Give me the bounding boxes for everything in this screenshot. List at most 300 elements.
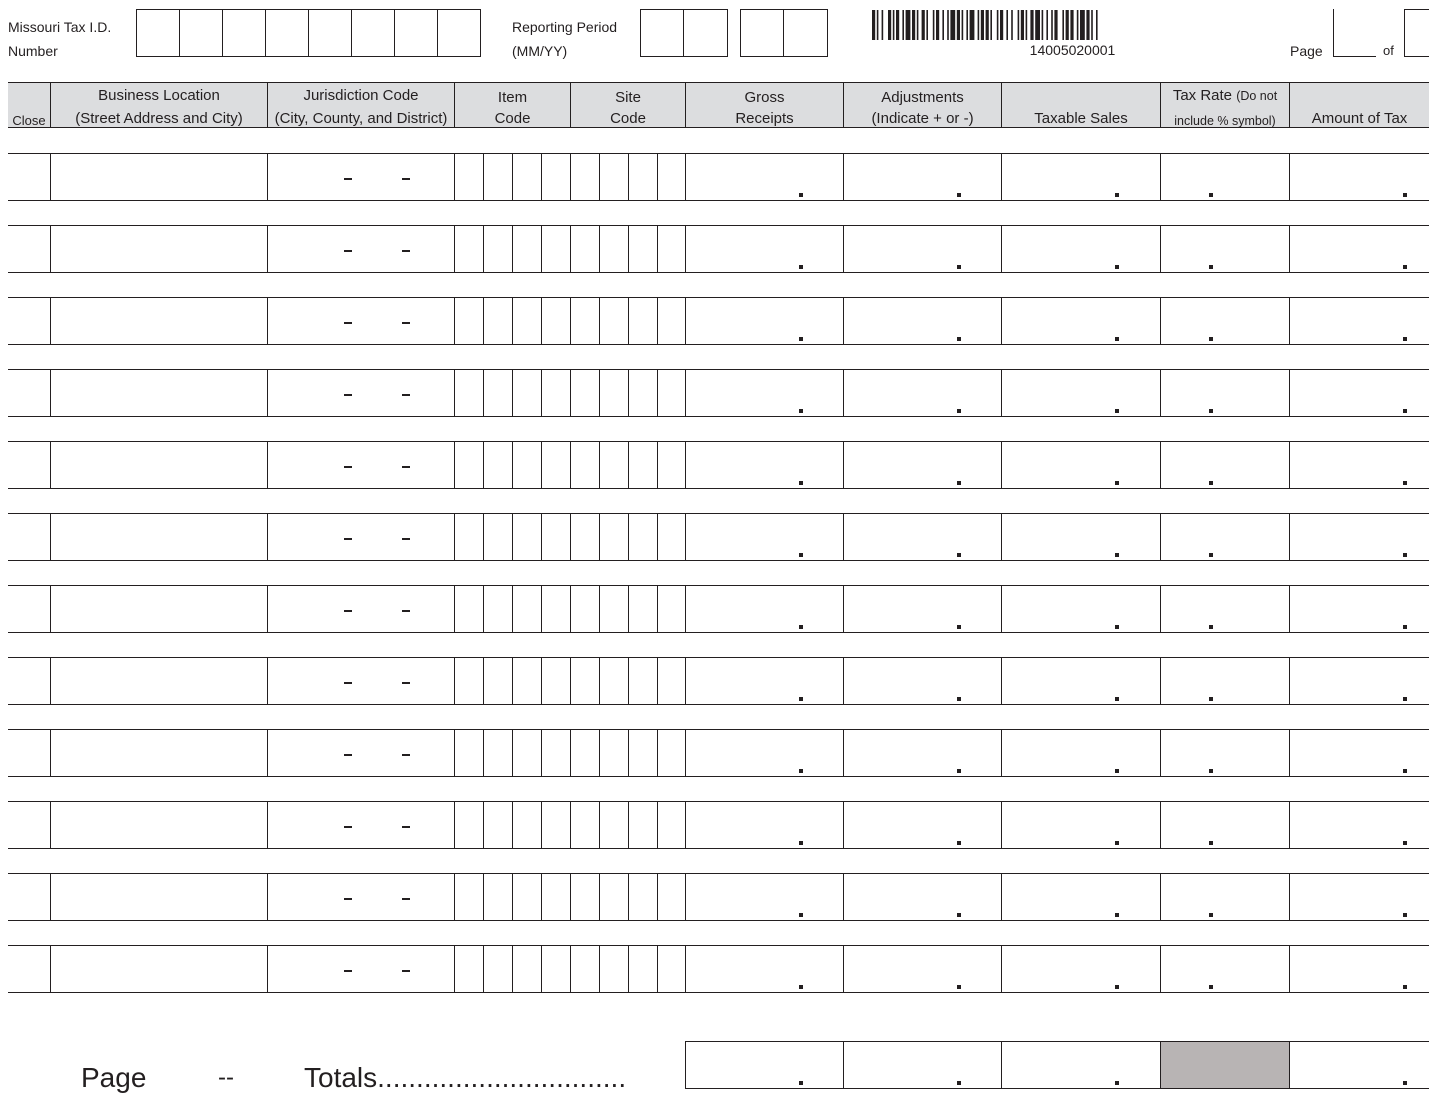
page-number-input[interactable] [1333, 9, 1376, 57]
page-total-input[interactable] [1404, 9, 1429, 57]
jurisdiction-dash [344, 466, 352, 468]
gross-receipts-field[interactable] [685, 802, 843, 848]
decimal-point [957, 985, 961, 989]
amount-of-tax-field[interactable] [1289, 730, 1429, 776]
barcode-bar [1077, 10, 1079, 40]
page-label: Page [1290, 43, 1323, 59]
total-amount-of-tax-field[interactable] [1289, 1042, 1429, 1088]
item-code-digit[interactable] [512, 226, 541, 272]
site-code-digit[interactable] [628, 442, 657, 488]
adjustments-field[interactable] [843, 370, 1001, 416]
amount-of-tax-field[interactable] [1289, 514, 1429, 560]
close-checkbox[interactable] [8, 370, 50, 416]
tax-id-digit[interactable] [437, 9, 481, 57]
item-code-digit[interactable] [454, 730, 483, 776]
item-code-digit[interactable] [483, 946, 512, 992]
amount-of-tax-field[interactable] [1289, 370, 1429, 416]
close-checkbox[interactable] [8, 298, 50, 344]
site-code-digit[interactable] [599, 874, 628, 920]
jurisdiction-dash [402, 826, 410, 828]
decimal-point [799, 913, 803, 917]
jurisdiction-dash [344, 538, 352, 540]
jurisdiction-code-field[interactable] [267, 658, 454, 704]
tax-rate-field[interactable] [1160, 298, 1289, 344]
adjustments-field[interactable] [843, 802, 1001, 848]
item-code-digit[interactable] [454, 586, 483, 632]
item-code-digit[interactable] [483, 298, 512, 344]
decimal-point [799, 193, 803, 197]
decimal-point [1115, 625, 1119, 629]
business-location-field[interactable] [50, 946, 267, 992]
jurisdiction-dash [402, 970, 410, 972]
tax-rate-field[interactable] [1160, 802, 1289, 848]
tax-id-input[interactable] [136, 9, 483, 57]
site-code-digit[interactable] [570, 226, 599, 272]
jurisdiction-code-field[interactable] [267, 298, 454, 344]
decimal-point [1403, 409, 1407, 413]
item-code-digit[interactable] [454, 874, 483, 920]
site-code-digit[interactable] [570, 946, 599, 992]
site-code-digit[interactable] [599, 586, 628, 632]
total-adjustments-field[interactable] [843, 1042, 1001, 1088]
item-code-digit[interactable] [541, 586, 570, 632]
gross-receipts-field[interactable] [685, 298, 843, 344]
decimal-point [957, 409, 961, 413]
adjustments-field[interactable] [843, 442, 1001, 488]
tax-rate-field[interactable] [1160, 946, 1289, 992]
taxable-sales-field[interactable] [1001, 442, 1160, 488]
site-code-digit[interactable] [599, 730, 628, 776]
close-checkbox[interactable] [8, 946, 50, 992]
gross-receipts-field[interactable] [685, 154, 843, 200]
site-code-digit[interactable] [657, 298, 686, 344]
decimal-point [1115, 769, 1119, 773]
item-code-digit[interactable] [454, 226, 483, 272]
jurisdiction-code-field[interactable] [267, 442, 454, 488]
gross-receipts-field[interactable] [685, 442, 843, 488]
close-checkbox[interactable] [8, 658, 50, 704]
site-code-digit[interactable] [657, 730, 686, 776]
table-row [8, 585, 1429, 633]
decimal-point [799, 625, 803, 629]
item-code-digit[interactable] [541, 298, 570, 344]
taxable-sales-field[interactable] [1001, 658, 1160, 704]
business-location-field[interactable] [50, 298, 267, 344]
barcode-bar [1042, 10, 1044, 40]
site-code-digit[interactable] [628, 226, 657, 272]
jurisdiction-dash [344, 754, 352, 756]
totals-label: Totals................................ [304, 1062, 627, 1093]
business-location-field[interactable] [50, 874, 267, 920]
tax-rate-field[interactable] [1160, 874, 1289, 920]
tax-rate-field[interactable] [1160, 370, 1289, 416]
site-code-digit[interactable] [657, 442, 686, 488]
adjustments-field[interactable] [843, 514, 1001, 560]
decimal-point [1209, 625, 1213, 629]
jurisdiction-dash [344, 322, 352, 324]
item-code-digit[interactable] [483, 226, 512, 272]
tax-id-digit[interactable] [222, 9, 266, 57]
tax-id-digit[interactable] [394, 9, 438, 57]
gross-receipts-field[interactable] [685, 226, 843, 272]
decimal-point [1115, 913, 1119, 917]
jurisdiction-dash [402, 178, 410, 180]
site-code-digit[interactable] [570, 658, 599, 704]
business-location-field[interactable] [50, 802, 267, 848]
site-code-digit[interactable] [628, 586, 657, 632]
business-location-field[interactable] [50, 226, 267, 272]
site-code-digit[interactable] [628, 730, 657, 776]
item-code-digit[interactable] [541, 946, 570, 992]
gross-receipts-field[interactable] [685, 874, 843, 920]
site-code-digit[interactable] [599, 154, 628, 200]
site-code-digit[interactable] [570, 802, 599, 848]
site-code-digit[interactable] [628, 802, 657, 848]
table-row [8, 945, 1429, 993]
col-adjustments: Adjustments (Indicate + or -) [843, 83, 1001, 127]
site-code-digit[interactable] [628, 874, 657, 920]
item-code-digit[interactable] [541, 874, 570, 920]
barcode-bar [933, 10, 935, 40]
decimal-point [1209, 193, 1213, 197]
item-code-digit[interactable] [512, 586, 541, 632]
taxable-sales-field[interactable] [1001, 586, 1160, 632]
business-location-field[interactable] [50, 154, 267, 200]
amount-of-tax-field[interactable] [1289, 298, 1429, 344]
jurisdiction-code-field[interactable] [267, 154, 454, 200]
decimal-point [1403, 841, 1407, 845]
decimal-point [957, 337, 961, 341]
item-code-digit[interactable] [541, 442, 570, 488]
barcode-bar [970, 10, 975, 40]
tax-id-digit[interactable] [179, 9, 223, 57]
business-location-field[interactable] [50, 514, 267, 560]
jurisdiction-code-field[interactable] [267, 874, 454, 920]
decimal-point [1209, 769, 1213, 773]
tax-rate-field[interactable] [1160, 154, 1289, 200]
decimal-point [799, 769, 803, 773]
site-code-digit[interactable] [599, 442, 628, 488]
site-code-digit[interactable] [628, 946, 657, 992]
amount-of-tax-field[interactable] [1289, 442, 1429, 488]
item-code-digit[interactable] [512, 802, 541, 848]
close-checkbox[interactable] [8, 442, 50, 488]
jurisdiction-code-field[interactable] [267, 802, 454, 848]
item-code-digit[interactable] [483, 442, 512, 488]
decimal-point [1115, 553, 1119, 557]
decimal-point [1115, 985, 1119, 989]
site-code-digit[interactable] [570, 442, 599, 488]
jurisdiction-code-field[interactable] [267, 730, 454, 776]
site-code-digit[interactable] [599, 514, 628, 560]
item-code-digit[interactable] [454, 802, 483, 848]
close-checkbox[interactable] [8, 154, 50, 200]
item-code-digit[interactable] [512, 154, 541, 200]
gross-receipts-field[interactable] [685, 586, 843, 632]
tax-id-digit[interactable] [351, 9, 395, 57]
jurisdiction-dash [402, 538, 410, 540]
site-code-digit[interactable] [657, 946, 686, 992]
close-checkbox[interactable] [8, 226, 50, 272]
jurisdiction-code-field[interactable] [267, 514, 454, 560]
barcode-bar [962, 10, 964, 40]
item-code-digit[interactable] [454, 154, 483, 200]
site-code-digit[interactable] [657, 586, 686, 632]
jurisdiction-code-field[interactable] [267, 226, 454, 272]
col-jurisdiction: Jurisdiction Code (City, County, and District) [267, 83, 454, 127]
period-digit[interactable] [640, 9, 684, 57]
jurisdiction-dash [344, 178, 352, 180]
col-gross-receipts: Gross Receipts [685, 83, 843, 127]
decimal-point [1403, 265, 1407, 269]
barcode-bar [1018, 10, 1020, 40]
item-code-digit[interactable] [541, 226, 570, 272]
reporting-period-label: Reporting Period (MM/YY) [512, 19, 618, 59]
col-tax-rate: Tax Rate (Do not include % symbol) [1160, 83, 1289, 127]
decimal-point [1403, 985, 1407, 989]
site-code-digit[interactable] [657, 874, 686, 920]
jurisdiction-code-field[interactable] [267, 586, 454, 632]
period-digit[interactable] [740, 9, 784, 57]
period-year-input[interactable] [740, 9, 828, 57]
decimal-point [1403, 625, 1407, 629]
item-code-digit[interactable] [512, 514, 541, 560]
site-code-digit[interactable] [628, 658, 657, 704]
item-code-digit[interactable] [454, 442, 483, 488]
item-code-digit[interactable] [541, 514, 570, 560]
decimal-point [1115, 697, 1119, 701]
totals-page-label: Page [81, 1062, 147, 1093]
tax-id-label: Missouri Tax I.D. Number [8, 19, 112, 59]
close-checkbox[interactable] [8, 586, 50, 632]
taxable-sales-field[interactable] [1001, 298, 1160, 344]
taxable-sales-field[interactable] [1001, 946, 1160, 992]
site-code-digit[interactable] [599, 298, 628, 344]
jurisdiction-dash [402, 682, 410, 684]
site-code-digit[interactable] [657, 802, 686, 848]
decimal-point [1209, 913, 1213, 917]
taxable-sales-field[interactable] [1001, 802, 1160, 848]
tax-id-digit[interactable] [265, 9, 309, 57]
site-code-digit[interactable] [570, 874, 599, 920]
decimal-point [1209, 409, 1213, 413]
jurisdiction-dash [344, 970, 352, 972]
site-code-digit[interactable] [599, 226, 628, 272]
taxable-sales-field[interactable] [1001, 874, 1160, 920]
adjustments-field[interactable] [843, 154, 1001, 200]
jurisdiction-code-field[interactable] [267, 370, 454, 416]
barcode-bar [902, 10, 904, 40]
item-code-digit[interactable] [483, 874, 512, 920]
business-location-field[interactable] [50, 586, 267, 632]
site-code-digit[interactable] [599, 802, 628, 848]
barcode-bar [1035, 10, 1040, 40]
item-code-digit[interactable] [483, 730, 512, 776]
barcode-bar [978, 10, 980, 40]
close-checkbox[interactable] [8, 730, 50, 776]
item-code-digit[interactable] [483, 370, 512, 416]
jurisdiction-dash [344, 610, 352, 612]
table-row [8, 369, 1429, 417]
site-code-digit[interactable] [570, 586, 599, 632]
site-code-digit[interactable] [657, 226, 686, 272]
business-location-field[interactable] [50, 442, 267, 488]
tax-rate-field[interactable] [1160, 442, 1289, 488]
site-code-digit[interactable] [599, 658, 628, 704]
barcode-bar [1066, 10, 1069, 40]
decimal-point [799, 985, 803, 989]
item-code-digit[interactable] [512, 370, 541, 416]
adjustments-field[interactable] [843, 658, 1001, 704]
close-checkbox[interactable] [8, 514, 50, 560]
decimal-point [1403, 193, 1407, 197]
taxable-sales-field[interactable] [1001, 370, 1160, 416]
barcode-bar [1054, 10, 1057, 40]
site-code-digit[interactable] [570, 298, 599, 344]
amount-of-tax-field[interactable] [1289, 226, 1429, 272]
gross-receipts-field[interactable] [685, 514, 843, 560]
tax-rate-field[interactable] [1160, 226, 1289, 272]
total-taxable-sales-field[interactable] [1001, 1042, 1160, 1088]
item-code-digit[interactable] [454, 658, 483, 704]
item-code-digit[interactable] [483, 514, 512, 560]
adjustments-field[interactable] [843, 874, 1001, 920]
item-code-digit[interactable] [512, 730, 541, 776]
business-location-field[interactable] [50, 370, 267, 416]
amount-of-tax-field[interactable] [1289, 802, 1429, 848]
gross-receipts-field[interactable] [685, 730, 843, 776]
item-code-digit[interactable] [541, 802, 570, 848]
site-code-digit[interactable] [599, 946, 628, 992]
decimal-point [1209, 337, 1213, 341]
site-code-digit[interactable] [628, 514, 657, 560]
barcode-bar [981, 10, 984, 40]
barcode-bar [893, 10, 895, 40]
adjustments-field[interactable] [843, 226, 1001, 272]
item-code-digit[interactable] [541, 154, 570, 200]
amount-of-tax-field[interactable] [1289, 586, 1429, 632]
barcode-bar [888, 10, 891, 40]
item-code-digit[interactable] [512, 946, 541, 992]
site-code-digit[interactable] [599, 370, 628, 416]
adjustments-field[interactable] [843, 946, 1001, 992]
jurisdiction-dash [402, 754, 410, 756]
item-code-digit[interactable] [483, 802, 512, 848]
period-digit[interactable] [783, 9, 828, 57]
amount-of-tax-field[interactable] [1289, 946, 1429, 992]
of-label: of [1383, 43, 1394, 58]
decimal-point [799, 265, 803, 269]
taxable-sales-field[interactable] [1001, 154, 1160, 200]
tax-rate-field[interactable] [1160, 586, 1289, 632]
gross-receipts-field[interactable] [685, 370, 843, 416]
col-amount-of-tax: Amount of Tax [1289, 83, 1429, 127]
decimal-point [1209, 265, 1213, 269]
taxable-sales-field[interactable] [1001, 514, 1160, 560]
gross-receipts-field[interactable] [685, 946, 843, 992]
business-location-field[interactable] [50, 730, 267, 776]
close-checkbox[interactable] [8, 874, 50, 920]
site-code-digit[interactable] [570, 154, 599, 200]
item-code-digit[interactable] [454, 298, 483, 344]
item-code-digit[interactable] [512, 298, 541, 344]
decimal-point [1403, 337, 1407, 341]
barcode-bar [1091, 10, 1093, 40]
adjustments-field[interactable] [843, 298, 1001, 344]
item-code-digit[interactable] [454, 370, 483, 416]
decimal-point [1403, 481, 1407, 485]
item-code-digit[interactable] [483, 154, 512, 200]
taxable-sales-field[interactable] [1001, 730, 1160, 776]
gross-receipts-field[interactable] [685, 658, 843, 704]
item-code-digit[interactable] [454, 514, 483, 560]
item-code-digit[interactable] [483, 586, 512, 632]
decimal-point [799, 553, 803, 557]
item-code-digit[interactable] [454, 946, 483, 992]
site-code-digit[interactable] [570, 730, 599, 776]
site-code-digit[interactable] [657, 514, 686, 560]
amount-of-tax-field[interactable] [1289, 874, 1429, 920]
business-location-field[interactable] [50, 658, 267, 704]
jurisdiction-code-field[interactable] [267, 946, 454, 992]
decimal-point [799, 841, 803, 845]
site-code-digit[interactable] [628, 298, 657, 344]
site-code-digit[interactable] [657, 658, 686, 704]
barcode [872, 10, 1262, 40]
site-code-digit[interactable] [570, 514, 599, 560]
item-code-digit[interactable] [541, 730, 570, 776]
tax-rate-field[interactable] [1160, 514, 1289, 560]
decimal-point [799, 481, 803, 485]
col-close: Close [12, 113, 46, 128]
adjustments-field[interactable] [843, 730, 1001, 776]
site-code-digit[interactable] [628, 370, 657, 416]
tax-rate-field[interactable] [1160, 658, 1289, 704]
decimal-point [1115, 337, 1119, 341]
period-month-input[interactable] [640, 9, 728, 57]
decimal-point [1403, 913, 1407, 917]
taxable-sales-field[interactable] [1001, 226, 1160, 272]
site-code-digit[interactable] [628, 154, 657, 200]
adjustments-field[interactable] [843, 586, 1001, 632]
period-digit[interactable] [683, 9, 728, 57]
decimal-point [957, 769, 961, 773]
barcode-bar [986, 10, 989, 40]
close-checkbox[interactable] [8, 802, 50, 848]
item-code-digit[interactable] [541, 658, 570, 704]
barcode-bar [1070, 10, 1073, 40]
tax-rate-field[interactable] [1160, 730, 1289, 776]
item-code-digit[interactable] [512, 442, 541, 488]
item-code-digit[interactable] [483, 658, 512, 704]
decimal-point [1115, 265, 1119, 269]
amount-of-tax-field[interactable] [1289, 658, 1429, 704]
tax-id-digit[interactable] [136, 9, 180, 57]
item-code-digit[interactable] [512, 658, 541, 704]
barcode-bar [947, 10, 949, 40]
item-code-digit[interactable] [512, 874, 541, 920]
site-code-digit[interactable] [570, 370, 599, 416]
barcode-bar [922, 10, 925, 40]
decimal-point [1403, 1081, 1407, 1085]
tax-id-digit[interactable] [308, 9, 352, 57]
site-code-digit[interactable] [657, 370, 686, 416]
site-code-digit[interactable] [657, 154, 686, 200]
item-code-digit[interactable] [541, 370, 570, 416]
amount-of-tax-field[interactable] [1289, 154, 1429, 200]
total-gross-receipts-field[interactable] [685, 1042, 843, 1088]
barcode-bar [1062, 10, 1064, 40]
